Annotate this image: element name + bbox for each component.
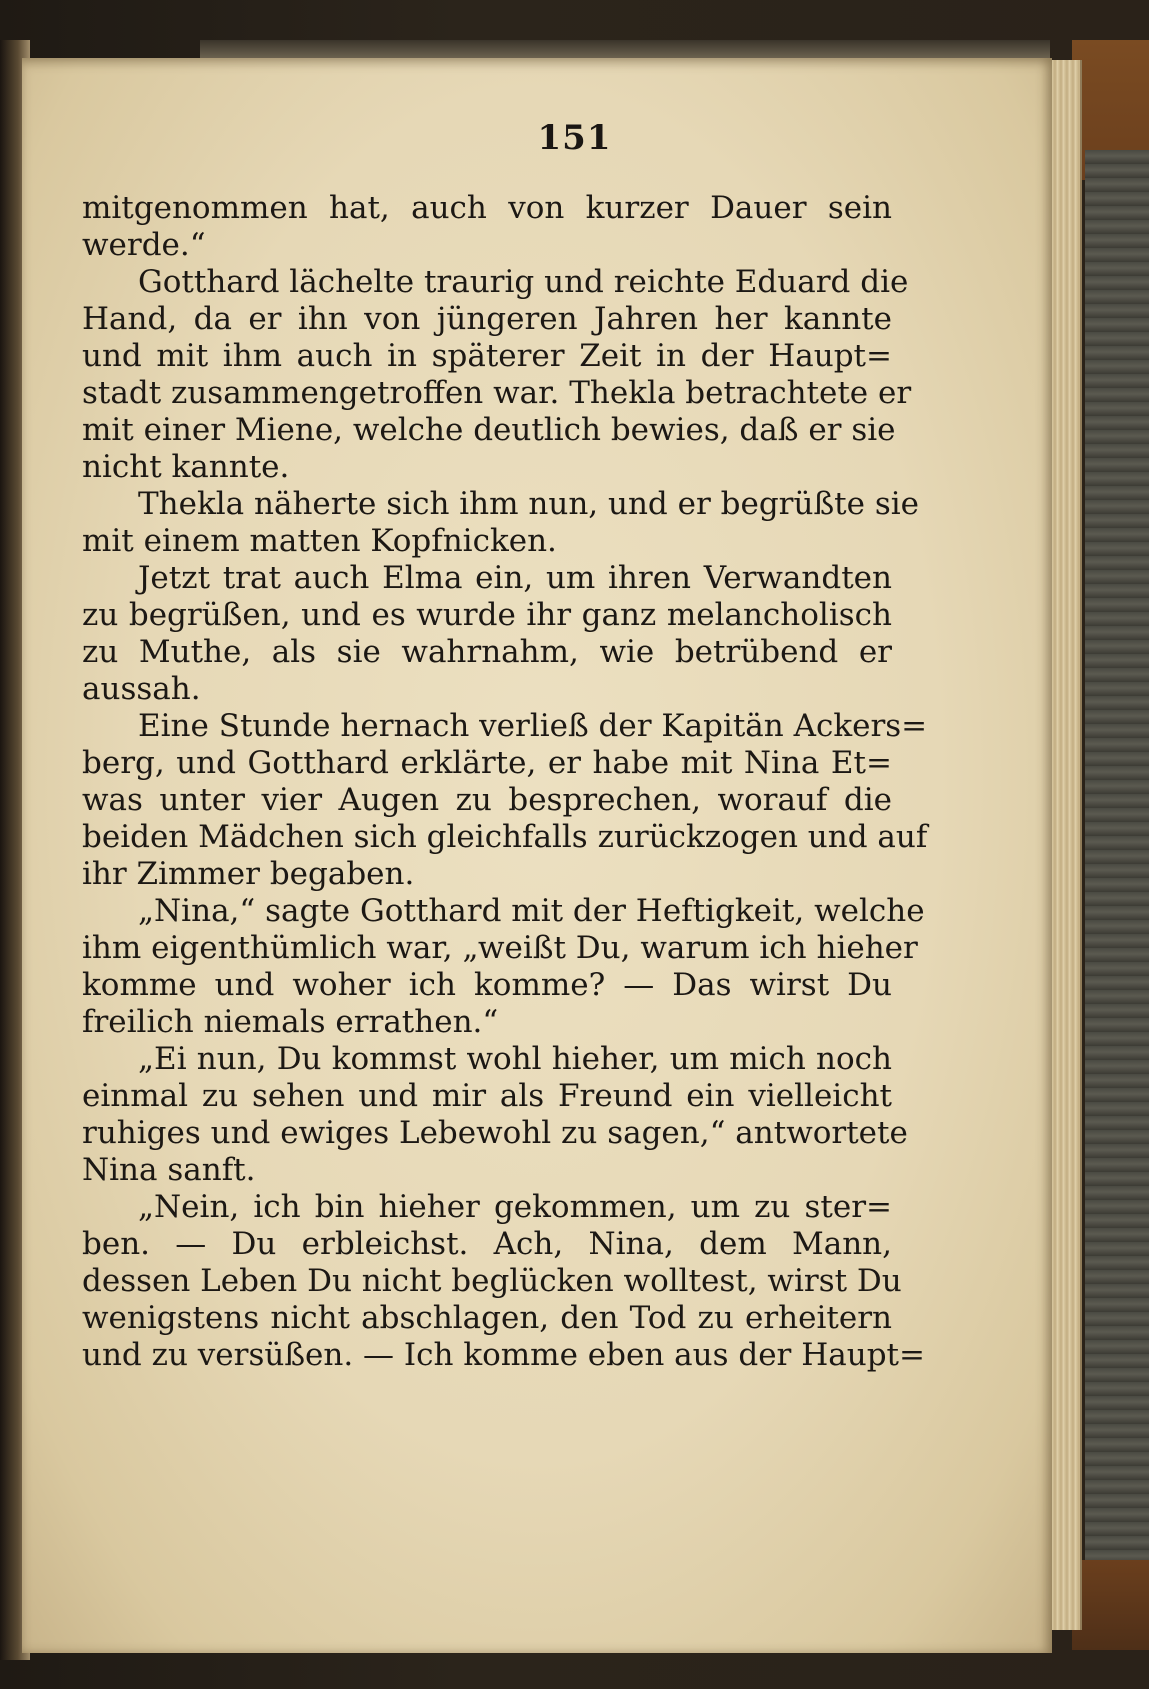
text-line: mitgenommen hat, auch von kurzer Dauer sein (82, 190, 892, 226)
text-line: und mit ihm auch in späterer Zeit in der Haupt= (82, 338, 892, 374)
text-line: mit einem matten Kopfnicken. (82, 523, 557, 559)
book-binding (1085, 150, 1149, 1610)
text-line: und zu versüßen. — Ich komme eben aus der Haupt= (82, 1337, 925, 1373)
top-page-edge (200, 40, 1050, 58)
text-line: Jetzt trat auch Elma ein, um ihren Verwandten (138, 560, 892, 596)
text-line: einmal zu sehen und mir als Freund ein vielleicht (82, 1078, 892, 1114)
body-text (82, 190, 928, 1374)
text-line: Eine Stunde hernach verließ der Kapitän Ackers= (138, 708, 928, 744)
text-line: mit einer Miene, welche deutlich bewies, daß er sie (82, 412, 896, 448)
text-line: Hand, da er ihn von jüngeren Jahren her kannte (82, 301, 892, 337)
text-line: freilich niemals errathen.“ (82, 1004, 499, 1040)
text-line: Thekla näherte sich ihm nun, und er begrüßte sie (138, 486, 919, 522)
text-line: ruhiges und ewiges Lebewohl zu sagen,“ antwortete (82, 1115, 908, 1151)
text-line: werde.“ (82, 227, 206, 263)
text-line: nicht kannte. (82, 449, 290, 485)
text-line: berg, und Gotthard erklärte, er habe mit Nina Et= (82, 745, 892, 781)
text-line: zu Muthe, als sie wahrnahm, wie betrübend er (82, 634, 892, 670)
text-line: ihr Zimmer begaben. (82, 856, 415, 892)
text-line: beiden Mädchen sich gleichfalls zurückzogen und auf (82, 819, 928, 855)
text-line: „Ei nun, Du kommst wohl hieher, um mich noch (138, 1041, 892, 1077)
text-line: wenigstens nicht abschlagen, den Tod zu erheitern (82, 1300, 892, 1336)
text-line: dessen Leben Du nicht beglücken wolltest, wirst Du (82, 1263, 902, 1299)
text-line: „Nein, ich bin hieher gekommen, um zu ster= (138, 1189, 892, 1225)
text-line: „Nina,“ sagte Gotthard mit der Heftigkeit, welche (138, 893, 925, 929)
book-cover-bottom-right (1072, 1560, 1149, 1650)
text-line: ben. — Du erbleichst. Ach, Nina, dem Mann, (82, 1226, 892, 1262)
text-line: ihm eigenthümlich war, „weißt Du, warum ich hieher (82, 930, 918, 966)
text-line: stadt zusammengetroffen war. Thekla betrachtete er (82, 375, 912, 411)
text-line: was unter vier Augen zu besprechen, worauf die (82, 782, 892, 818)
page-number: 151 (537, 118, 612, 158)
text-line: Nina sanft. (82, 1152, 256, 1188)
text-line: Gotthard lächelte traurig und reichte Eduard die (138, 264, 909, 300)
text-line: komme und woher ich komme? — Das wirst Du (82, 967, 892, 1003)
text-line: aussah. (82, 671, 201, 707)
text-line: zu begrüßen, und es wurde ihr ganz melancholisch (82, 597, 892, 633)
